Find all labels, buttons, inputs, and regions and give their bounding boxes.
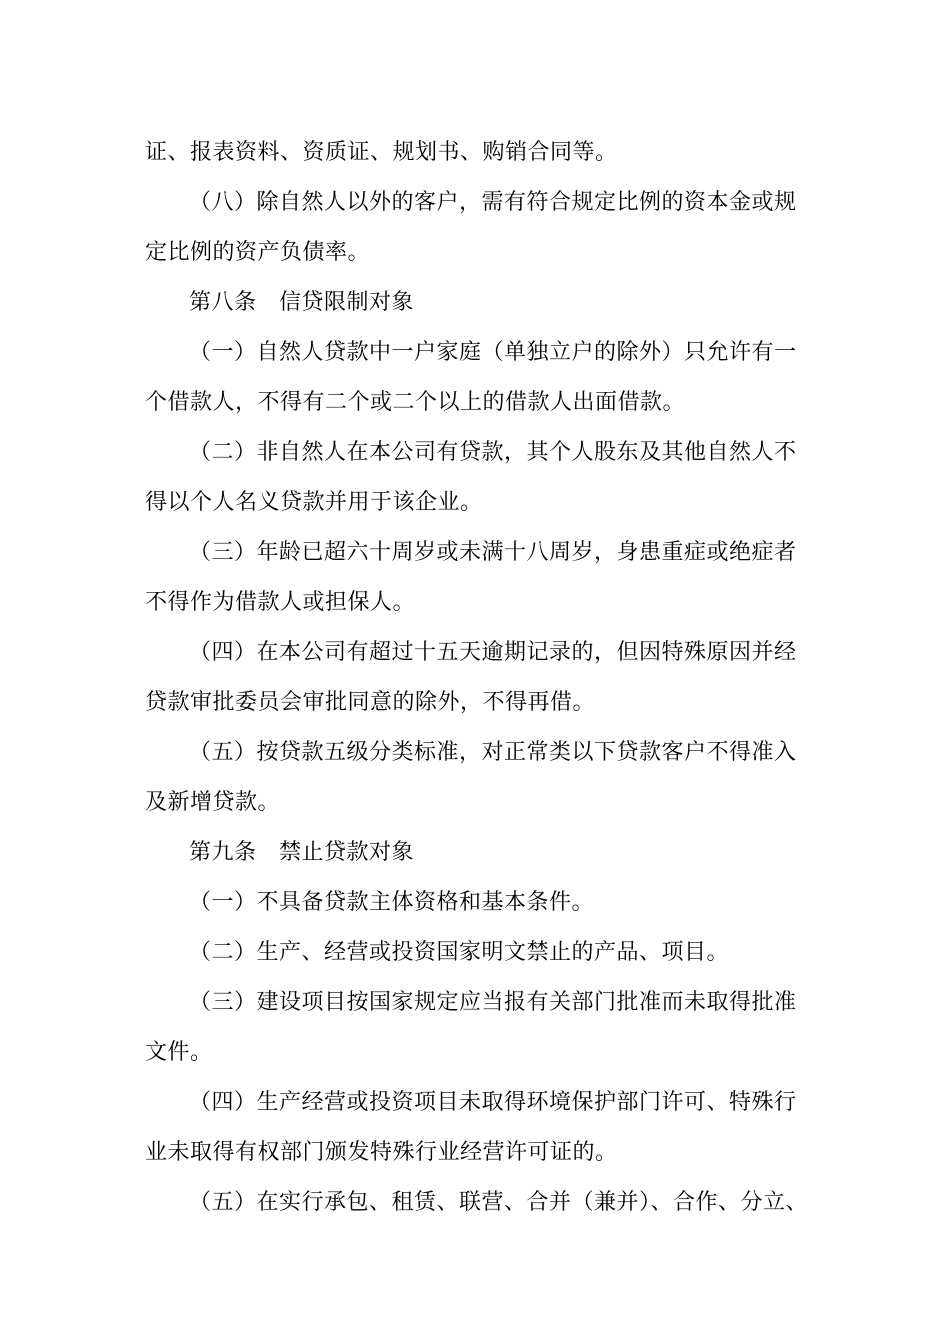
text-line: 定比例的资产负债率。 <box>145 240 371 265</box>
text-line: （三）建设项目按国家规定应当报有关部门批准而未取得批准 <box>189 990 797 1015</box>
text-line: 文件。 <box>145 1040 213 1065</box>
text-line: （五）按贷款五级分类标准，对正常类以下贷款客户不得准入 <box>189 740 797 765</box>
text-line: 业未取得有权部门颁发特殊行业经营许可证的。 <box>145 1140 618 1165</box>
text-line: 得以个人名义贷款并用于该企业。 <box>145 490 483 515</box>
document-page <box>145 128 815 1228</box>
text-line: 贷款审批委员会审批同意的除外，不得再借。 <box>145 690 596 715</box>
article-heading-9: 第九条 禁止贷款对象 <box>189 840 415 865</box>
text-line: （八）除自然人以外的客户，需有符合规定比例的资本金或规 <box>189 190 797 215</box>
text-line: （二）非自然人在本公司有贷款，其个人股东及其他自然人不 <box>189 440 797 465</box>
text-line: （二）生产、经营或投资国家明文禁止的产品、项目。 <box>189 940 730 965</box>
text-line: （五）在实行承包、租赁、联营、合并（兼并）、合作、分立、 <box>189 1190 809 1215</box>
text-line: 及新增贷款。 <box>145 790 281 815</box>
text-line: （三）年龄已超六十周岁或未满十八周岁，身患重症或绝症者 <box>189 540 797 565</box>
text-line: （一）自然人贷款中一户家庭（单独立户的除外）只允许有一 <box>189 340 797 365</box>
text-line: （四）在本公司有超过十五天逾期记录的，但因特殊原因并经 <box>189 640 797 665</box>
article-heading-8: 第八条 信贷限制对象 <box>189 290 415 315</box>
text-line: （一）不具备贷款主体资格和基本条件。 <box>189 890 595 915</box>
text-line: （四）生产经营或投资项目未取得环境保护部门许可、特殊行 <box>189 1090 797 1115</box>
text-line: 个借款人，不得有二个或二个以上的借款人出面借款。 <box>145 390 686 415</box>
text-line: 不得作为借款人或担保人。 <box>145 590 416 615</box>
text-line: 证、报表资料、资质证、规划书、购销合同等。 <box>145 140 618 165</box>
